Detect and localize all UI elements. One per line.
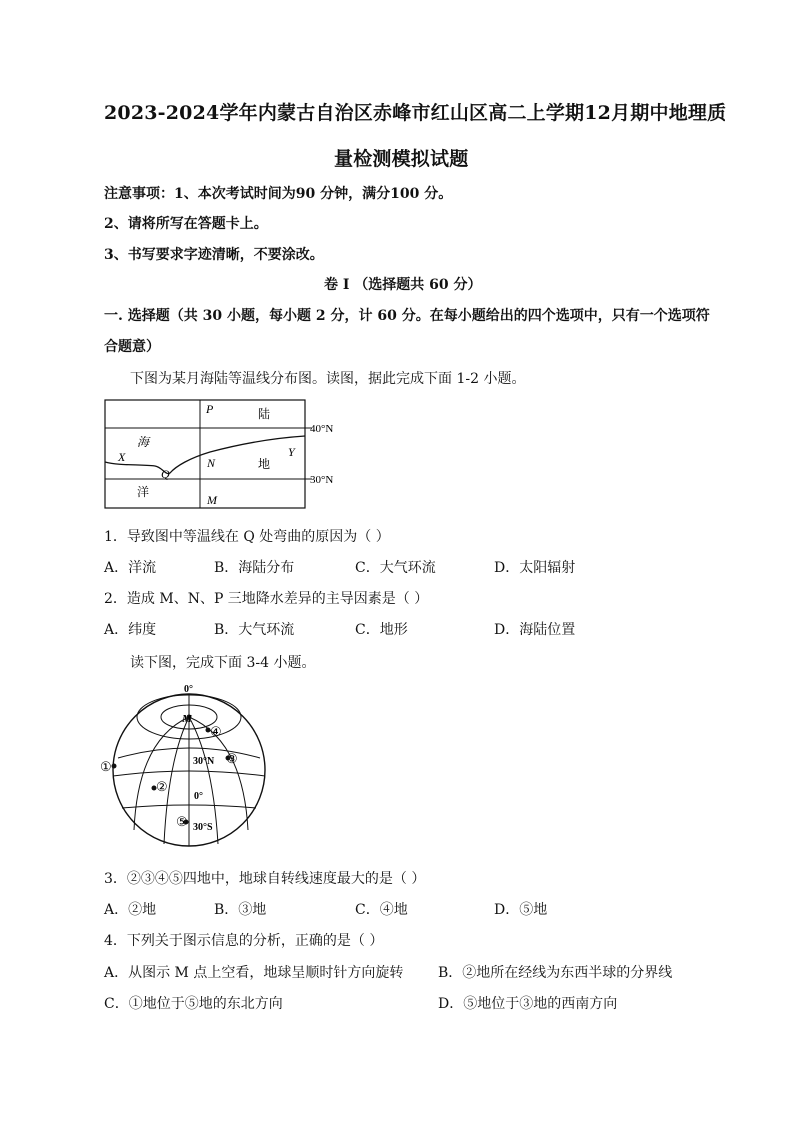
label-point4: ④ xyxy=(210,724,222,739)
note-1: 注意事项：1、本次考试时间为90 分钟，满分100 分。 xyxy=(104,186,453,202)
isotherm-map xyxy=(100,396,340,514)
label-point1: ① xyxy=(100,759,112,774)
globe-figure xyxy=(98,680,298,850)
q2-option-d[interactable]: D．海陆位置 xyxy=(494,622,576,638)
section-title: 卷 I （选择题共 60 分） xyxy=(324,277,482,293)
q4-option-d[interactable]: D．⑤地位于③地的西南方向 xyxy=(438,996,618,1012)
q1-option-c[interactable]: C．大气环流 xyxy=(355,560,436,576)
q1-option-a[interactable]: A．洋流 xyxy=(104,560,157,576)
q4-option-c[interactable]: C．①地位于⑤地的东北方向 xyxy=(104,996,283,1012)
q1-option-b[interactable]: B．海陆分布 xyxy=(214,560,295,576)
q4-stem: 4．下列关于图示信息的分析，正确的是（ ） xyxy=(104,933,384,949)
q2-option-a[interactable]: A．纬度 xyxy=(104,622,157,638)
label-point3: ③ xyxy=(226,751,238,766)
doc-title-line2: 量检测模拟试题 xyxy=(334,148,469,170)
label-lu: 陆 xyxy=(258,407,271,421)
isotherm-line xyxy=(105,436,305,474)
part-heading-line2: 合题意） xyxy=(104,339,160,355)
label-N: N xyxy=(207,456,216,470)
label-40N: 40°N xyxy=(310,423,334,435)
label-Q: Q xyxy=(161,467,170,481)
label-point2: ② xyxy=(156,779,168,794)
label-di: 地 xyxy=(258,457,271,471)
q3-option-b[interactable]: B．③地 xyxy=(214,902,267,918)
label-globe-M: M xyxy=(182,713,192,725)
label-point5: ⑤ xyxy=(176,814,188,829)
q2-option-c[interactable]: C．地形 xyxy=(355,622,408,638)
intro-q3-4: 读下图，完成下面 3-4 小题。 xyxy=(130,655,316,671)
q3-option-c[interactable]: C．④地 xyxy=(355,902,408,918)
note-3: 3、书写要求字迹清晰，不要涂改。 xyxy=(104,247,324,263)
intro-q1-2: 下图为某月海陆等温线分布图。读图，据此完成下面 1-2 小题。 xyxy=(130,371,526,387)
label-eq: 0° xyxy=(194,791,203,802)
label-lat30s: 30°S xyxy=(193,822,213,833)
label-yang: 洋 xyxy=(137,485,150,499)
label-hai: 海 xyxy=(137,435,150,449)
q3-option-d[interactable]: D．⑤地 xyxy=(494,902,548,918)
part-heading-line1: 一. 选择题（共 30 小题，每小题 2 分，计 60 分。在每小题给出的四个选项中，只有一个选项符 xyxy=(104,308,710,324)
q1-option-d[interactable]: D．太阳辐射 xyxy=(494,560,576,576)
label-M: M xyxy=(207,493,217,507)
label-Y: Y xyxy=(288,445,295,459)
q3-option-a[interactable]: A．②地 xyxy=(104,902,157,918)
q3-stem: 3．②③④⑤四地中，地球自转线速度最大的是（ ） xyxy=(104,871,426,887)
doc-title-line1: 2023-2024学年内蒙古自治区赤峰市红山区高二上学期12月期中地理质 xyxy=(104,102,727,124)
q4-option-a[interactable]: A．从图示 M 点上空看，地球呈顺时针方向旋转 xyxy=(104,965,404,981)
label-P: P xyxy=(206,402,214,416)
q4-option-b[interactable]: B．②地所在经线为东西半球的分界线 xyxy=(438,965,673,981)
q1-stem: 1．导致图中等温线在 Q 处弯曲的原因为（ ） xyxy=(104,529,390,545)
label-lon0: 0° xyxy=(184,684,193,695)
note-2: 2、请将所写在答题卡上。 xyxy=(104,216,268,232)
label-30N: 30°N xyxy=(310,474,334,486)
q2-option-b[interactable]: B．大气环流 xyxy=(214,622,295,638)
q2-stem: 2．造成 M、N、P 三地降水差异的主导因素是（ ） xyxy=(104,591,429,607)
label-lat30n: 30°N xyxy=(193,756,215,767)
label-X: X xyxy=(118,450,126,464)
